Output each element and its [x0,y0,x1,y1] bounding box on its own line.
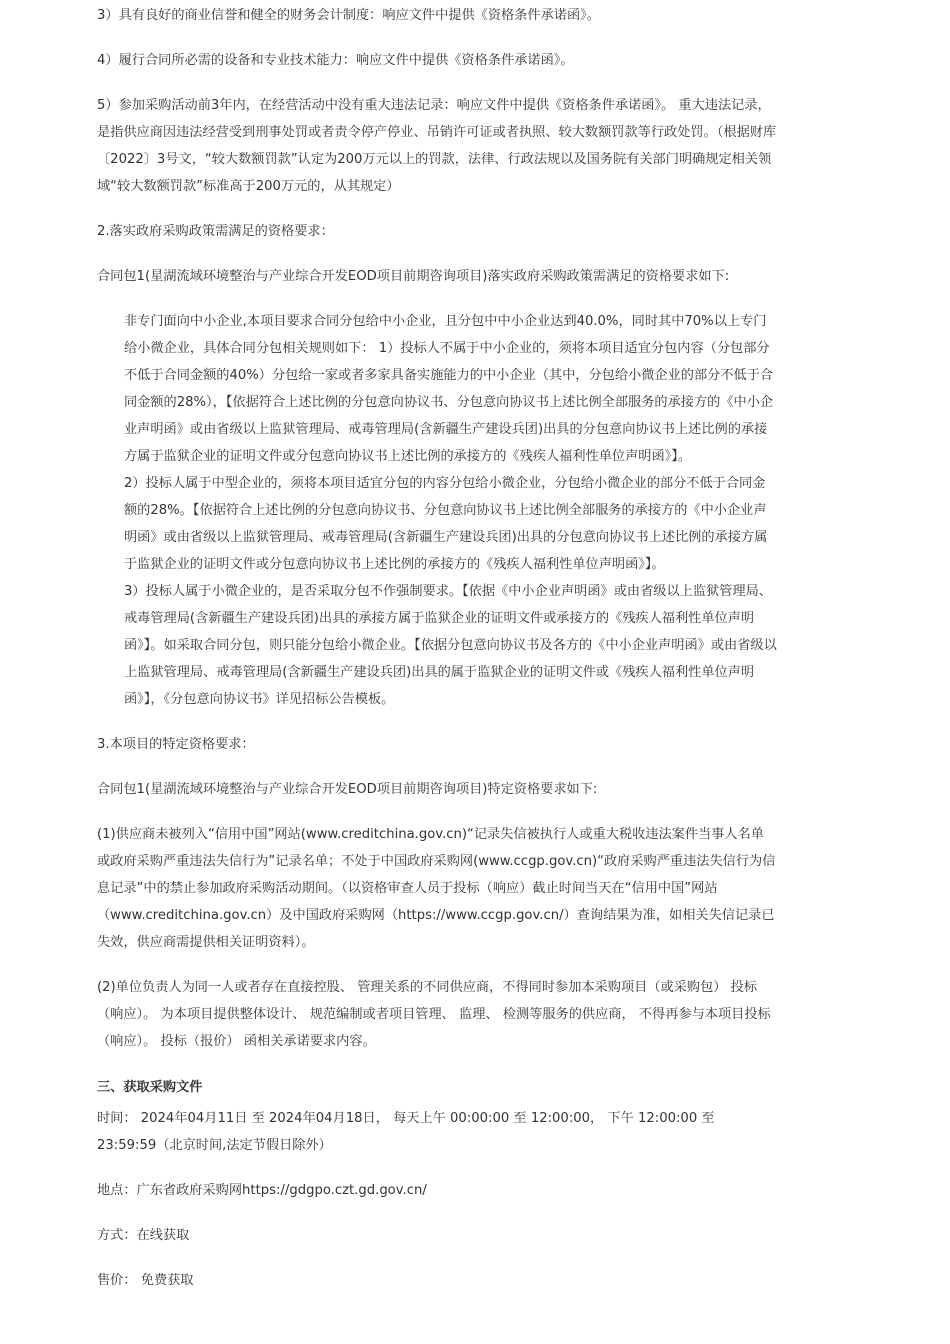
obtain-documents-heading: 三、获取采购文件 [97,1080,203,1095]
requirement-item-3: 3）具有良好的商业信誉和健全的财务会计制度：响应文件中提供《资格条件承诺函》。 [97,8,600,23]
section-2-policy-block [97,308,777,713]
obtain-place: 地点：广东省政府采购网https://gdgpo.czt.gd.gov.cn/ [97,1183,427,1198]
policy-paragraph: 3）投标人属于小微企业的，是否采取分包不作强制要求。【依据《中小企业声明函》或由省级以上监狱管理局、戒毒管理局(含新疆生产建设兵团)出具的承接方属于监狱企业的证明文件或承接方的《残疾人福利性单位声明函》】。如采取合同分包，则只能分包给小微企业。【依据分包意向协议书及各方的《中小企业声明函》或由省级以上监狱管理局、戒毒管理局(含新疆生产建设兵团)出具的属于监狱企业的证明文件或《残疾人福利性单位声明函》】，《分包意向协议书》详见招标公告模板。 [124,584,777,707]
section-3-item-1: (1)供应商未被列入“信用中国”网站(www.creditchina.gov.cn)“记录失信被执行人或重大税收违法案件当事人名单或政府采购严重违法失信行为”记录名单；不处于中国政府采购网(www.ccgp.gov.cn)“政府采购严重违法失信行为信息记录”中的禁止参加政府采购活动期间。（以资格审查人员于投标（响应）截止时间当天在“信用中国”网站（www.creditchina.gov.cn）及中国政府采购网（https://www.ccgp.gov.cn/）查询结果为准，如相关失信记录已失效，供应商需提供相关证明资料）。 [97,827,776,950]
policy-paragraph: 2）投标人属于中型企业的，须将本项目适宜分包的内容分包给小微企业，分包给小微企业的部分不低于合同金额的28%。【依据符合上述比例的分包意向协议书、分包意向协议书上述比例全部服务的承接方的《中小企业声明函》或由省级以上监狱管理局、戒毒管理局(含新疆生产建设兵团)出具的分包意向协议书上述比例的承接方属于监狱企业的证明文件或分包意向协议书上述比例的承接方的《残疾人福利性单位声明函》】。 [124,476,768,572]
requirement-item-5: 5）参加采购活动前3年内，在经营活动中没有重大违法记录：响应文件中提供《资格条件承诺函》。 重大违法记录，是指供应商因违法经营受到刑事处罚或者责令停产停业、吊销许可证或者执照、较大数额罚款等行政处罚。（根据财库〔2022〕3号文，“较大数额罚款”认定为200万元以上的罚款，法律、行政法规以及国务院有关部门明确规定相关领域“较大数额罚款”标准高于200万元的，从其规定） [97,98,777,194]
section-3-title: 3.本项目的特定资格要求： [97,737,255,752]
obtain-method: 方式：在线获取 [97,1228,190,1243]
obtain-time: 时间： 2024年04月11日 至 2024年04月18日， 每天上午 00:00:00 至 12:00:00， 下午 12:00:00 至 23:59:59（北京时间,法定节假日除外） [97,1111,715,1153]
section-2-lead: 合同包1(星湖流域环境整治与产业综合开发EOD项目前期咨询项目)落实政府采购政策需满足的资格要求如下: [97,269,730,284]
section-3-lead: 合同包1(星湖流域环境整治与产业综合开发EOD项目前期咨询项目)特定资格要求如下: [97,782,598,797]
requirement-item-4: 4）履行合同所必需的设备和专业技术能力：响应文件中提供《资格条件承诺函》。 [97,53,574,68]
policy-paragraph: 非专门面向中小企业,本项目要求合同分包给中小企业，且分包中中小企业达到40.0%，同时其中70%以上专门给小微企业，具体合同分包相关规则如下： 1）投标人不属于中小企业的，须将本项目适宜分包内容（分包部分不低于合同金额的40%）分包给一家或者多家具备实施能力的中小企业（其中，分包给小微企业的部分不低于合同金额的28%），【依据符合上述比例的分包意向协议书、分包意向协议书上述比例全部服务的承接方的《中小企业声明函》或由省级以上监狱管理局、戒毒管理局(含新疆生产建设兵团)出具的分包意向协议书上述比例的承接方属于监狱企业的证明文件或分包意向协议书上述比例的承接方的《残疾人福利性单位声明函》】。 [124,314,774,464]
section-2-title: 2.落实政府采购政策需满足的资格要求： [97,224,334,239]
obtain-price: 售价： 免费获取 [97,1273,194,1288]
section-3-item-2: (2)单位负责人为同一人或者存在直接控股、 管理关系的不同供应商，不得同时参加本采购项目（或采购包） 投标（响应）。 为本项目提供整体设计、 规范编制或者项目管理、 监理、 检测等服务的供应商， 不得再参与本项目投标（响应）。 投标（报价） 函相关承诺要求内容。 [97,980,771,1049]
